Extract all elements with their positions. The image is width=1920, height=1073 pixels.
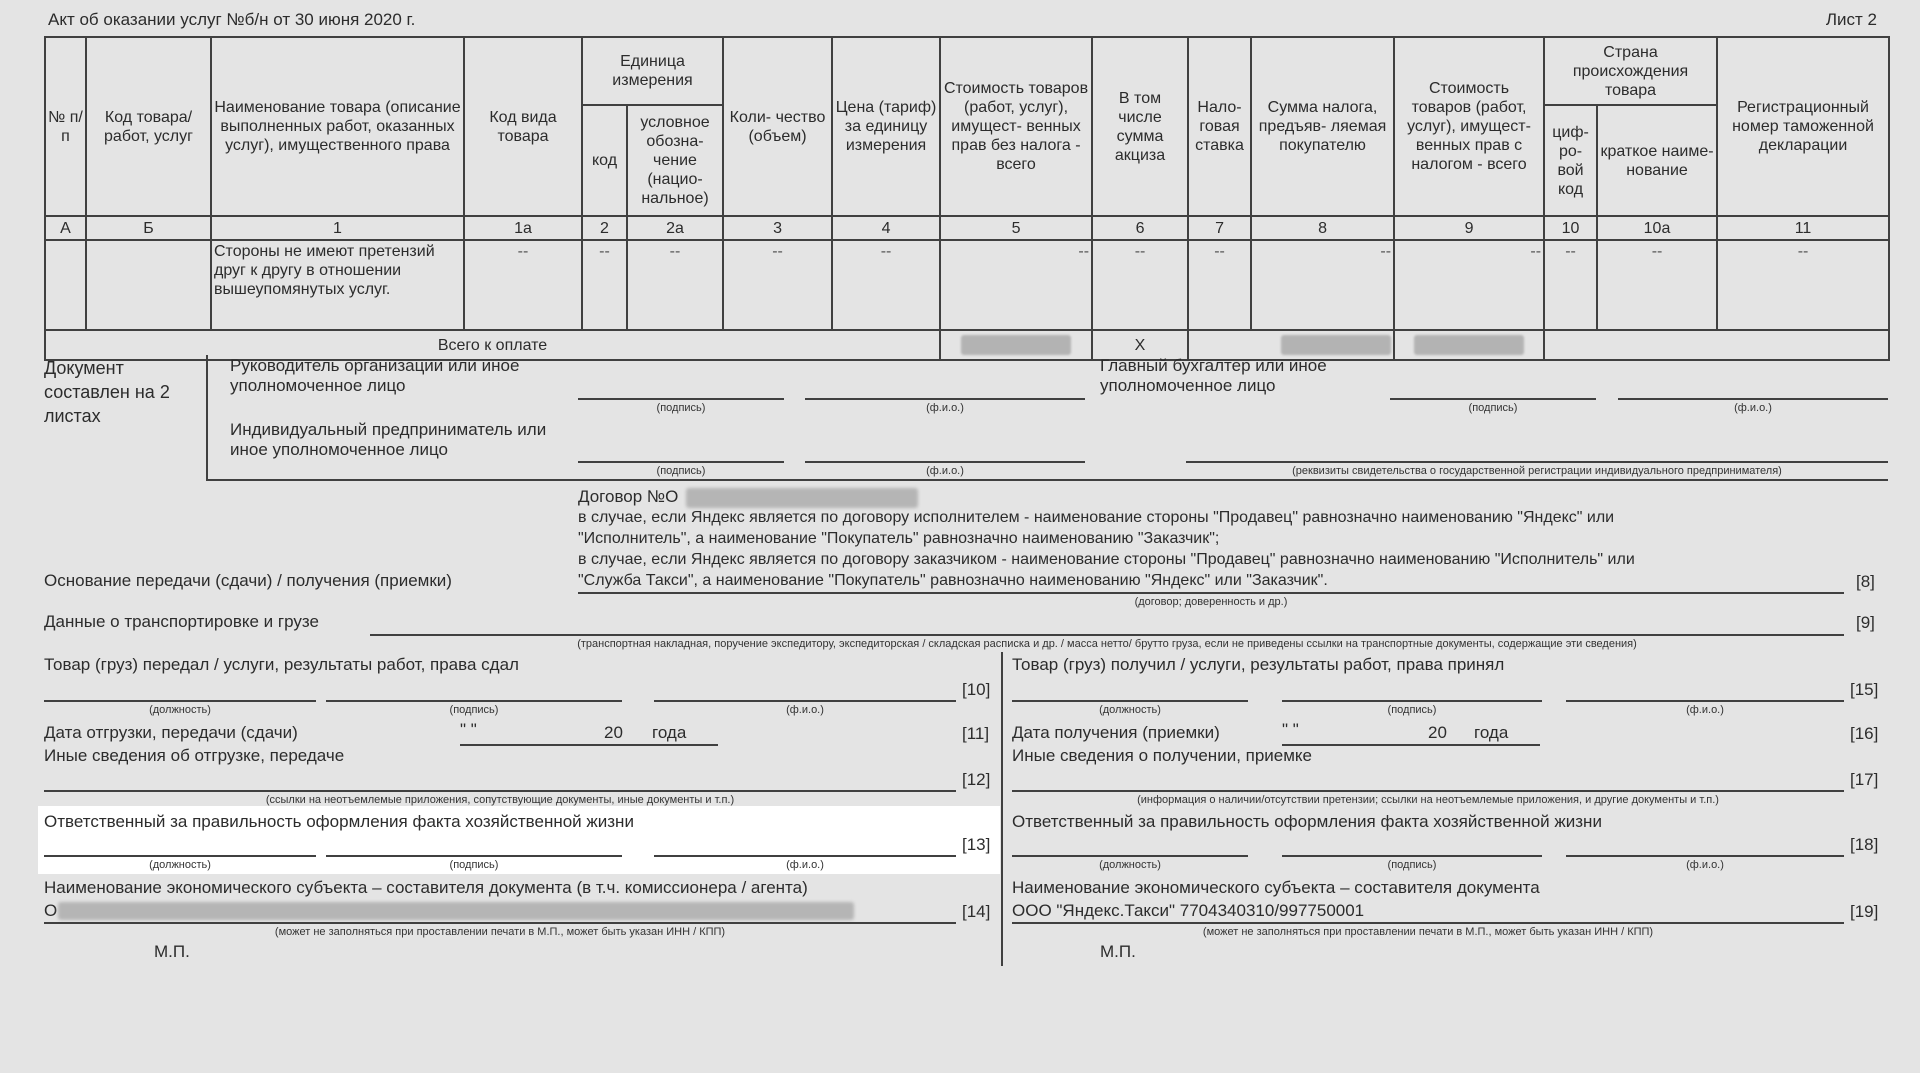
recv-year-word: года — [1474, 723, 1509, 742]
total-cost-with-tax — [1394, 330, 1544, 360]
responsible-label: Ответственный за правильность оформления факта хозяйственной жизни — [44, 812, 634, 831]
handed-label: Товар (груз) передал / услуги, результаты работ, права сдал — [44, 655, 519, 674]
cell-dash: -- — [464, 240, 582, 330]
ref-19: [19] — [1850, 902, 1879, 921]
cell-dash: -- — [1188, 240, 1251, 330]
header-unit-code: код — [582, 105, 627, 216]
ref-8: [8] — [1856, 572, 1875, 591]
header-cost-without-tax: Стоимость товаров (работ, услуг), имущест- венных прав без налога - всего — [940, 37, 1092, 216]
col-number: А — [45, 216, 86, 240]
cell-dash: -- — [582, 240, 627, 330]
header-cost-with-tax: Стоимость товаров (работ, услуг), имущест- венных прав с налогом - всего — [1394, 37, 1544, 216]
invoice-table — [44, 36, 1890, 361]
cap-position: (должность) — [1099, 859, 1161, 871]
head-label: Руководитель организации или иное уполномоченное лицо — [230, 356, 520, 395]
header-unit: Единица измерения — [582, 37, 723, 105]
cap-sign: (подпись) — [656, 465, 706, 477]
cap-sign: (подпись) — [449, 859, 499, 871]
recv-date-quotes: " " — [1282, 720, 1299, 739]
ship-other-caption: (ссылки на неотъемлемые приложения, сопутствующие документы, иные документы и т.п.) — [265, 794, 735, 806]
ship-date-label: Дата отгрузки, передачи (сдачи) — [44, 723, 298, 742]
cell-dash: -- — [1092, 240, 1188, 330]
col-number: 11 — [1717, 216, 1889, 240]
header-code: Код товара/ работ, услуг — [86, 37, 211, 216]
ship-year-word: года — [652, 723, 687, 742]
col-number: 10а — [1597, 216, 1717, 240]
contract-number: Договор №О — [578, 487, 679, 506]
received-label: Товар (груз) получил / услуги, результаты работ, права принял — [1012, 655, 1505, 674]
header-country-name: краткое наиме- нование — [1597, 105, 1717, 216]
ref-16: [16] — [1850, 724, 1879, 743]
col-number: 1а — [464, 216, 582, 240]
document-title: Акт об оказании услуг №б/н от 30 июня 2020 г. — [48, 10, 416, 29]
recv-other-label: Иные сведения о получении, приемке — [1012, 746, 1313, 765]
cell-dash: -- — [1394, 240, 1544, 330]
cell-dash: -- — [1717, 240, 1889, 330]
header-type-code: Код вида товара — [464, 37, 582, 216]
ship-year-prefix: 20 — [604, 723, 623, 742]
ref-17: [17] — [1850, 770, 1879, 789]
col-number: 6 — [1092, 216, 1188, 240]
cap-fio: (ф.и.о.) — [926, 402, 964, 414]
doc-pages-note: Документ составлен на 2 листах — [44, 358, 170, 426]
col-number: 2а — [627, 216, 723, 240]
basis-text-line: "Исполнитель", а наименование "Покупатель" равнозначно наименованию "Заказчик"; — [578, 530, 1220, 547]
cap-fio: (ф.и.о.) — [1686, 859, 1724, 871]
ref-15: [15] — [1850, 680, 1879, 699]
cell-dash: -- — [627, 240, 723, 330]
col-number: 1 — [211, 216, 464, 240]
ref-9: [9] — [1856, 613, 1875, 632]
col-number: 9 — [1394, 216, 1544, 240]
header-tax-rate: Нало- говая ставка — [1188, 37, 1251, 216]
col-number: 3 — [723, 216, 832, 240]
ref-12: [12] — [962, 770, 991, 789]
total-empty — [1544, 330, 1889, 360]
responsible-label: Ответственный за правильность оформления факта хозяйственной жизни — [1012, 812, 1602, 831]
basis-label: Основание передачи (сдачи) / получения (приемки) — [44, 571, 452, 590]
recv-date-label: Дата получения (приемки) — [1012, 723, 1220, 742]
col-number: 8 — [1251, 216, 1394, 240]
cap-sign: (подпись) — [656, 402, 706, 414]
header-excise: В том числе сумма акциза — [1092, 37, 1188, 216]
header-price: Цена (тариф) за единицу измерения — [832, 37, 940, 216]
cell-dash: -- — [832, 240, 940, 330]
cap-sign: (подпись) — [449, 704, 499, 716]
ref-18: [18] — [1850, 835, 1879, 854]
col-number: 5 — [940, 216, 1092, 240]
recv-other-caption: (информация о наличии/отсутствии претензии; ссылки на неотъемлемые приложения, и другие документы и т.п.) — [1137, 794, 1719, 806]
header-customs: Регистрационный номер таможенной декларации — [1717, 37, 1889, 216]
ship-date-quotes: " " — [460, 720, 477, 739]
cap-fio: (ф.и.о.) — [926, 465, 964, 477]
entity-caption: (может не заполняться при проставлении печати в М.П., может быть указан ИНН / КПП) — [1202, 926, 1654, 938]
cap-fio: (ф.и.о.) — [786, 859, 824, 871]
cell-dash: -- — [940, 240, 1092, 330]
cap-fio: (ф.и.о.) — [1734, 402, 1772, 414]
col-number: 4 — [832, 216, 940, 240]
entity-label: Наименование экономического субъекта – составителя документа (в т.ч. комиссионера / агента) — [44, 878, 808, 897]
ip-label: Индивидуальный предприниматель или иное уполномоченное лицо — [230, 420, 547, 459]
entity-value: О — [44, 901, 58, 920]
header-qty: Коли- чество (объем) — [723, 37, 832, 216]
header-unit-symbol: условное обозна- чение (нацио- нальное) — [627, 105, 723, 216]
basis-text-line: в случае, если Яндекс является по договору заказчиком - наименование стороны "Продавец" равнозначно наименованию "Исполнитель" или — [578, 551, 1635, 568]
transport-caption: (транспортная накладная, поручение экспедитору, экспедиторская / складская расписка и др. / масса нетто/ брутто груза, если не приведены ссылки на транспортные документы, содержащие эти сведения) — [577, 638, 1637, 650]
entity-caption: (может не заполняться при проставлении печати в М.П., может быть указан ИНН / КПП) — [274, 926, 726, 938]
ref-11: [11] — [962, 724, 990, 743]
header-country-code: циф- ро- вой код — [1544, 105, 1597, 216]
col-number: 7 — [1188, 216, 1251, 240]
transport-label: Данные о транспортировке и грузе — [44, 612, 319, 631]
header-country: Страна происхождения товара — [1544, 37, 1717, 105]
ref-10: [10] — [962, 680, 991, 699]
col-number: 2 — [582, 216, 627, 240]
cell-empty — [45, 240, 86, 330]
cap-fio: (ф.и.о.) — [786, 704, 824, 716]
sheet-number: Лист 2 — [1825, 10, 1877, 29]
entity-value: ООО "Яндекс.Такси" 7704340310/997750001 — [1012, 901, 1365, 920]
cap-sign: (подпись) — [1468, 402, 1518, 414]
col-number: Б — [86, 216, 211, 240]
basis-caption: (договор; доверенность и др.) — [1134, 596, 1288, 608]
header-tax-sum: Сумма налога, предъяв- ляемая покупателю — [1251, 37, 1394, 216]
chief-accountant-label: Главный бухгалтер или иное уполномоченное лицо — [1100, 356, 1327, 395]
header-name: Наименование товара (описание выполненных работ, оказанных услуг), имущественного права — [211, 37, 464, 216]
cell-dash: -- — [1544, 240, 1597, 330]
ref-14: [14] — [962, 902, 991, 921]
cap-position: (должность) — [149, 704, 211, 716]
cap-sign: (подпись) — [1387, 859, 1437, 871]
cap-fio: (ф.и.о.) — [1686, 704, 1724, 716]
cell-dash: -- — [1597, 240, 1717, 330]
total-excise-x: X — [1092, 330, 1188, 360]
stamp-place: М.П. — [154, 942, 190, 961]
cell-empty — [86, 240, 211, 330]
header-num: № п/п — [45, 37, 86, 216]
cap-position: (должность) — [149, 859, 211, 871]
recv-year-prefix: 20 — [1428, 723, 1447, 742]
basis-text-line: в случае, если Яндекс является по договору исполнителем - наименование стороны "Продавец" равнозначно наименованию "Яндекс" или — [578, 509, 1615, 526]
cap-ip-registration: (реквизиты свидетельства о государственной регистрации индивидуального предпринимателя) — [1292, 465, 1782, 477]
ref-13: [13] — [962, 835, 991, 854]
basis-text-line: "Служба Такси", а наименование "Покупатель" равнозначно наименованию "Яндекс" или "Заказчик". — [578, 572, 1328, 589]
entity-label: Наименование экономического субъекта – составителя документа — [1012, 878, 1540, 897]
cell-item-name: Стороны не имеют претензий друг к другу в отношении вышеупомянутых услуг. — [211, 240, 464, 330]
cap-sign: (подпись) — [1387, 704, 1437, 716]
col-number: 10 — [1544, 216, 1597, 240]
cell-dash: -- — [723, 240, 832, 330]
total-cost-without-tax — [940, 330, 1092, 360]
ship-other-label: Иные сведения об отгрузке, передаче — [44, 746, 345, 765]
stamp-place: М.П. — [1100, 942, 1136, 961]
total-label: Всего к оплате — [45, 330, 940, 360]
cap-position: (должность) — [1099, 704, 1161, 716]
cell-dash: -- — [1251, 240, 1394, 330]
